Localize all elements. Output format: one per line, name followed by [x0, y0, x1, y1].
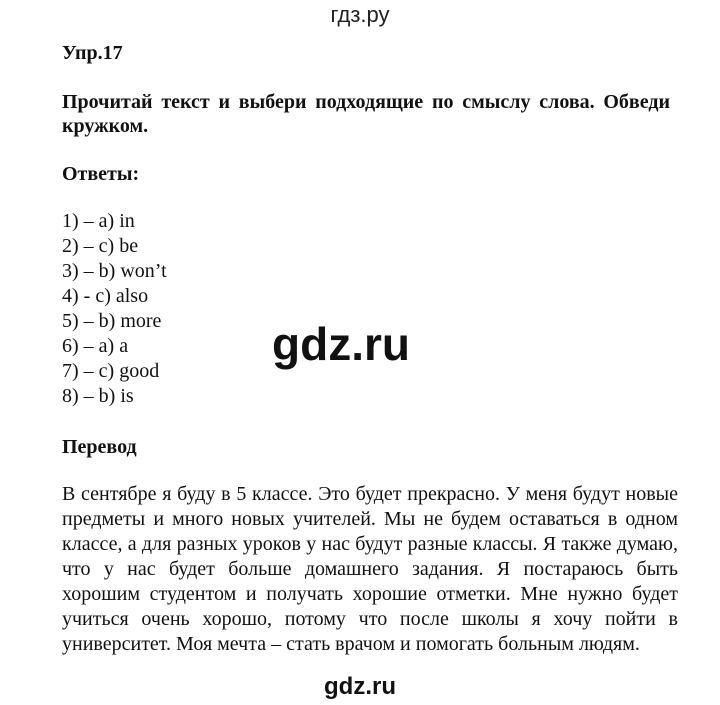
watermark: gdz.ru	[272, 318, 410, 370]
answer-item: 4) - c) also	[62, 285, 149, 307]
answer-item: 2) – c) be	[62, 235, 139, 257]
translation-text: В сентябре я буду в 5 классе. Это будет прекрасно. У меня будут новые предметы и много новых учителей. Мы не будем оставаться в одном классе, а для разных уроков у нас будут разные классы. Я также думаю, что у нас будет больше домашнего задания. Я постараюсь быть хорошим студентом и получать хорошие отметки. Мне нужно будет учиться очень хорошо, потому что после школы я хочу пойти в университет. Моя мечта – стать врачом и помогать больным людям.	[62, 483, 678, 655]
answer-item: 8) – b) is	[62, 385, 134, 407]
answer-item: 1) – a) in	[62, 210, 135, 232]
answer-item: 5) – b) more	[62, 310, 162, 332]
answer-item: 6) – a) a	[62, 335, 129, 357]
site-header: гдз.ру	[330, 2, 390, 27]
answers-heading: Ответы:	[62, 163, 140, 185]
exercise-title: Упр.17	[62, 42, 123, 64]
task-instruction: Прочитай текст и выбери подходящие по смыслу слова. Обведи кружком.	[62, 91, 670, 137]
answer-item: 7) – c) good	[62, 360, 160, 382]
answer-item: 3) – b) won’t	[62, 260, 167, 282]
translation-heading: Перевод	[62, 436, 137, 458]
footer-watermark: gdz.ru	[324, 673, 396, 700]
answers-list	[62, 209, 167, 409]
